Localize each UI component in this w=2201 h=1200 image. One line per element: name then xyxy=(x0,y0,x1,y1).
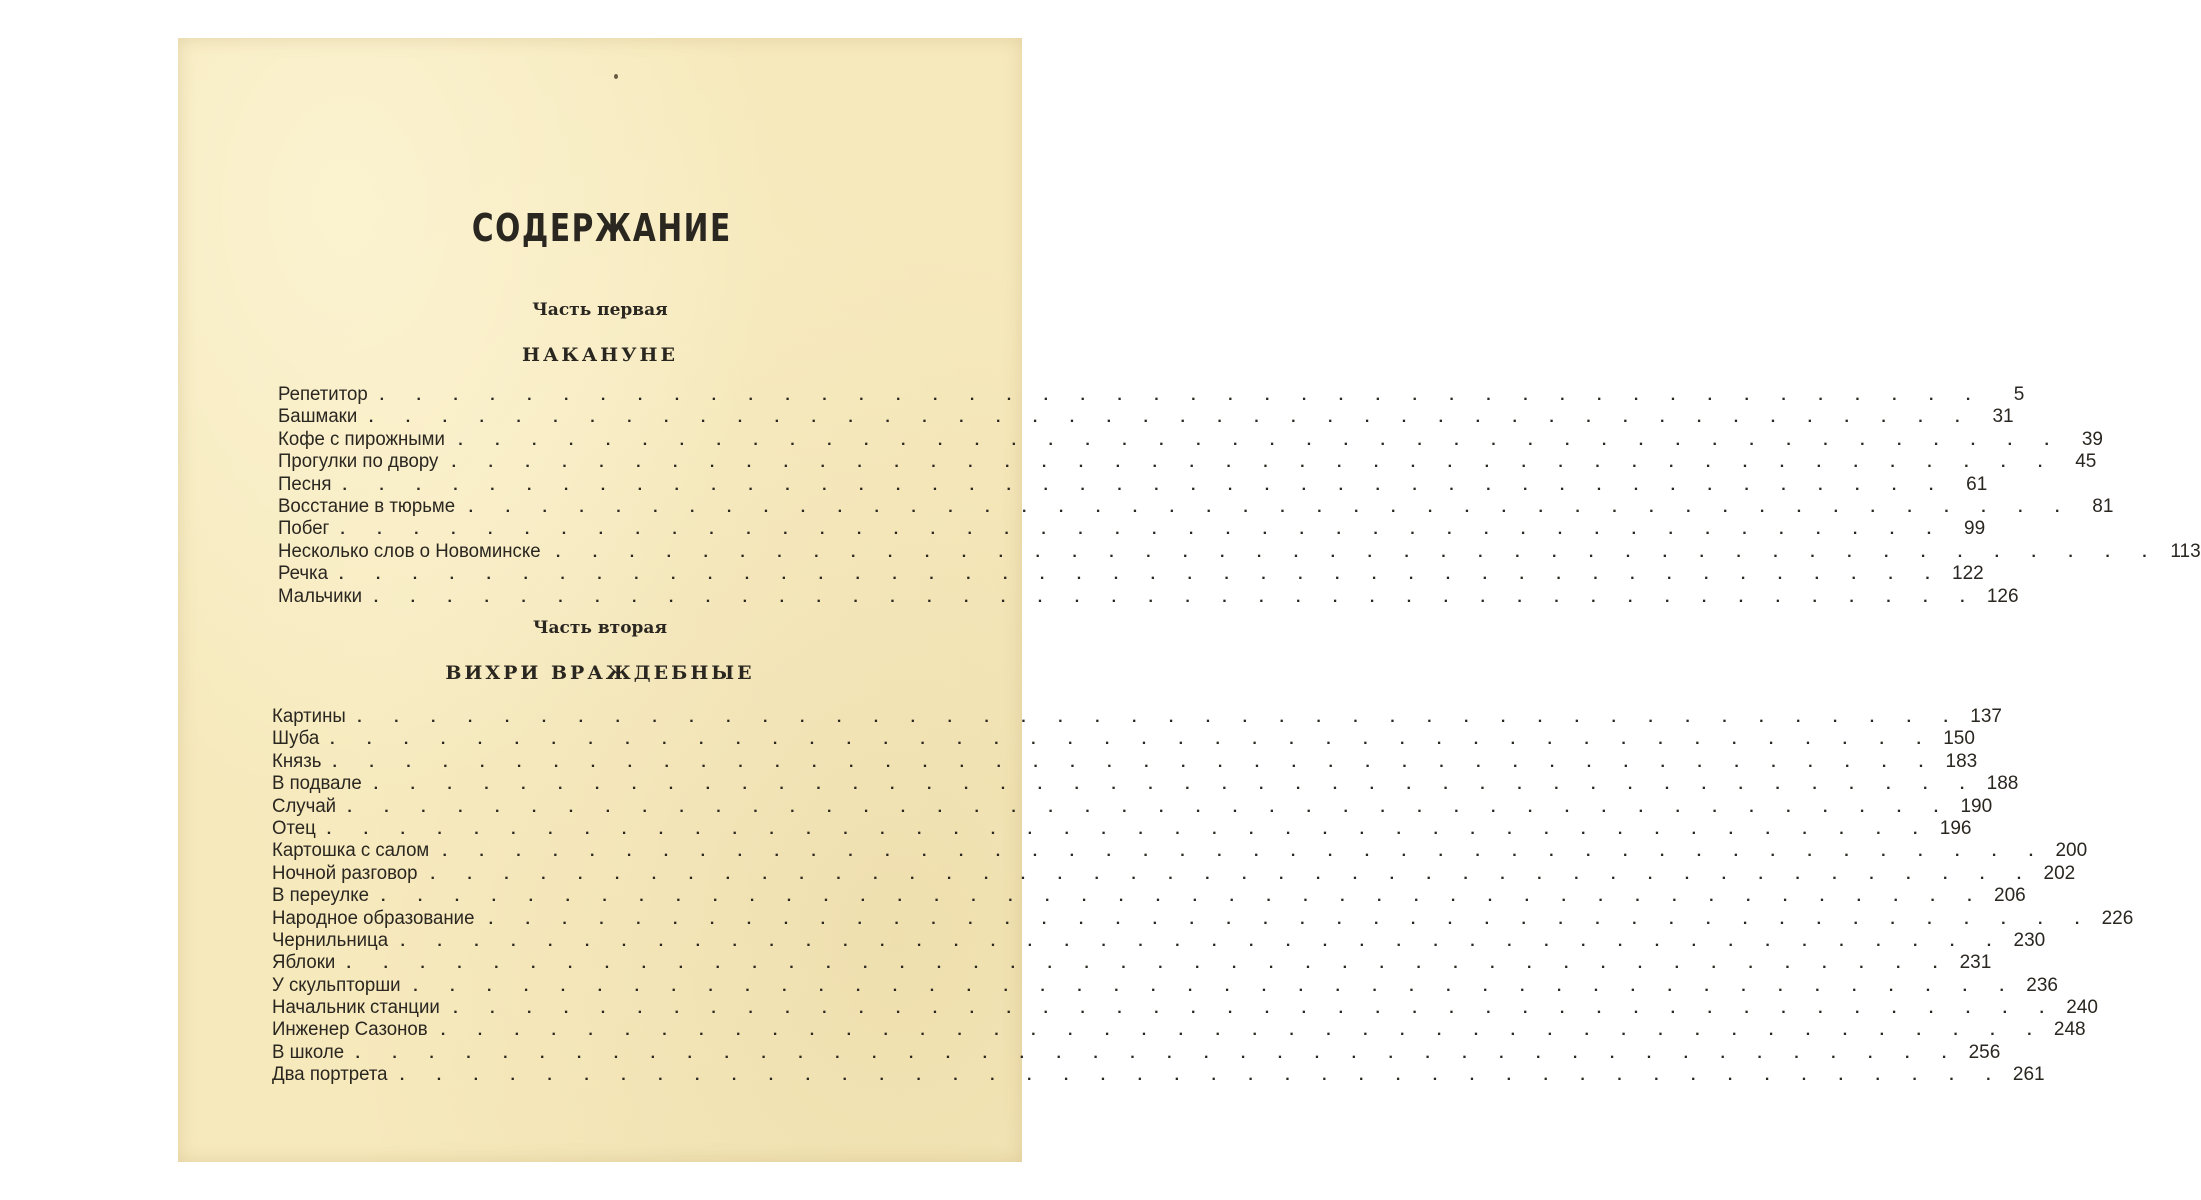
toc-entry-title: В школе xyxy=(272,1041,345,1063)
toc-entry-page: 122 xyxy=(1952,563,1984,585)
toc-entry-page: 45 xyxy=(2075,451,2097,473)
toc-entry-title: Побег xyxy=(278,518,330,540)
toc-entry: Несколько слов о Новоминске . . . . . . . . . . . . . . . . . . . . . . . . . . . . . . . . . . . . . . . . . . . . 113 xyxy=(278,540,2201,562)
toc-entry-title: У скульпторши xyxy=(272,974,401,996)
book-page xyxy=(178,38,2201,1162)
toc-entry-page: 202 xyxy=(2043,862,2076,884)
toc-entry: Отец . . . . . . . . . . . . . . . . . . . . . . . . . . . . . . . . . . . . . . . . . . . . 196 xyxy=(272,817,1972,839)
part-two-title: ВИХРИ ВРАЖДЕБНЫЕ xyxy=(445,662,755,684)
toc-entry: Побег . . . . . . . . . . . . . . . . . . . . . . . . . . . . . . . . . . . . . . . . . . . . 99 xyxy=(278,518,1986,540)
toc-entry-page: 248 xyxy=(2053,1019,2086,1041)
toc-entry-page: 99 xyxy=(1964,518,1986,540)
toc-entry: В переулке . . . . . . . . . . . . . . . . . . . . . . . . . . . . . . . . . . . . . . . . . . . . 206 xyxy=(272,885,2026,907)
toc-entry: Репетитор . . . . . . . . . . . . . . . . . . . . . . . . . . . . . . . . . . . . . . . . . . . . 5 xyxy=(278,384,2025,405)
toc-entry-page: 150 xyxy=(1943,728,1975,750)
toc-entry-page: 31 xyxy=(1992,406,2014,428)
toc-entry-page: 188 xyxy=(1986,773,2019,795)
toc-entry-title: Речка xyxy=(278,563,328,585)
toc-entry-page: 183 xyxy=(1945,750,1978,772)
toc-entry: Инженер Сазонов . . . . . . . . . . . . . . . . . . . . . . . . . . . . . . . . . . . . . . . . . . . . 248 xyxy=(272,1019,2086,1041)
toc-entry: Народное образование . . . . . . . . . . . . . . . . . . . . . . . . . . . . . . . . . . . . . . . . . . . . 226 xyxy=(272,907,2134,929)
toc-part-one xyxy=(278,384,2201,608)
toc-entry: Песня . . . . . . . . . . . . . . . . . . . . . . . . . . . . . . . . . . . . . . . . . . . . 61 xyxy=(278,473,1988,495)
toc-entry-page: 39 xyxy=(2081,428,2103,450)
toc-entry-title: В подвале xyxy=(272,773,362,795)
toc-entry-title: Народное образование xyxy=(272,907,475,929)
toc-entry: Князь . . . . . . . . . . . . . . . . . . . . . . . . . . . . . . . . . . . . . . . . . . . . 183 xyxy=(272,750,1978,772)
toc-entry-page: 236 xyxy=(2026,974,2058,996)
toc-entry-title: Инженер Сазонов xyxy=(272,1019,428,1041)
toc-entry-title: Несколько слов о Новоминске xyxy=(278,540,541,562)
toc-entry-page: 256 xyxy=(1968,1041,2001,1063)
part-one-label: Часть первая xyxy=(532,300,668,320)
toc-entry-title: Картины xyxy=(272,706,346,727)
toc-entry-page: 230 xyxy=(2013,929,2046,951)
toc-entry-page: 5 xyxy=(2013,384,2025,405)
toc-entry: Яблоки . . . . . . . . . . . . . . . . . . . . . . . . . . . . . . . . . . . . . . . . . . . . 231 xyxy=(272,952,1992,974)
toc-entry-page: 231 xyxy=(1959,952,1992,974)
toc-entry-title: Случай xyxy=(272,795,337,817)
toc-entry-page: 190 xyxy=(1960,795,1993,817)
toc-entry-title: Башмаки xyxy=(278,406,358,428)
toc-entry-page: 206 xyxy=(1994,885,2026,907)
toc-entry: Речка . . . . . . . . . . . . . . . . . . . . . . . . . . . . . . . . . . . . . . . . . . . . 122 xyxy=(278,563,1984,585)
toc-entry-page: 240 xyxy=(2066,997,2098,1019)
toc-entry-title: В переулке xyxy=(272,885,370,907)
part-one-title: НАКАНУНЕ xyxy=(522,344,678,366)
toc-entry-title: Репетитор xyxy=(278,384,368,405)
toc-entry: Прогулки по двору . . . . . . . . . . . . . . . . . . . . . . . . . . . . . . . . . . . . . . . . . . . . 45 xyxy=(278,451,2097,473)
toc-entry: Чернильница . . . . . . . . . . . . . . . . . . . . . . . . . . . . . . . . . . . . . . . . . . . . 230 xyxy=(272,929,2046,951)
ink-speck xyxy=(614,74,618,79)
toc-entry-title: Князь xyxy=(272,750,322,772)
page-title: СОДЕРЖАНИЕ xyxy=(471,206,732,250)
toc-entry-title: Отец xyxy=(272,817,316,839)
toc-entry-title: Картошка с салом xyxy=(272,840,430,862)
toc-entry: Два портрета . . . . . . . . . . . . . . . . . . . . . . . . . . . . . . . . . . . . . . . . . . . . 261 xyxy=(272,1064,2045,1086)
toc-entry-page: 126 xyxy=(1986,585,2019,607)
toc-entry-page: 61 xyxy=(1966,473,1988,495)
toc-entry-page: 196 xyxy=(1939,817,1972,839)
toc-entry: Картошка с салом . . . . . . . . . . . . . . . . . . . . . . . . . . . . . . . . . . . . . . . . . . . . 200 xyxy=(272,840,2088,862)
toc-entry: Картины . . . . . . . . . . . . . . . . . . . . . . . . . . . . . . . . . . . . . . . . . . . . 137 xyxy=(272,706,2002,727)
toc-entry: Ночной разговор . . . . . . . . . . . . . . . . . . . . . . . . . . . . . . . . . . . . . . . . . . . . 202 xyxy=(272,862,2076,884)
toc-entry-title: Шуба xyxy=(272,728,320,750)
toc-entry: У скульпторши . . . . . . . . . . . . . . . . . . . . . . . . . . . . . . . . . . . . . . . . . . . . 236 xyxy=(272,974,2058,996)
toc-entry: Начальник станции . . . . . . . . . . . . . . . . . . . . . . . . . . . . . . . . . . . . . . . . . . . . 240 xyxy=(272,997,2098,1019)
toc-entry-title: Мальчики xyxy=(278,585,363,607)
toc-entry-title: Прогулки по двору xyxy=(278,451,439,473)
toc-entry-title: Кофе с пирожными xyxy=(278,428,445,450)
toc-entry: Башмаки . . . . . . . . . . . . . . . . . . . . . . . . . . . . . . . . . . . . . . . . . . . . 31 xyxy=(278,406,2014,428)
toc-entry: В подвале . . . . . . . . . . . . . . . . . . . . . . . . . . . . . . . . . . . . . . . . . . . . 188 xyxy=(272,773,2019,795)
toc-part-two xyxy=(272,706,2134,1087)
toc-entry: Случай . . . . . . . . . . . . . . . . . . . . . . . . . . . . . . . . . . . . . . . . . . . . 190 xyxy=(272,795,1993,817)
toc-entry-title: Два портрета xyxy=(272,1064,388,1086)
toc-entry-page: 261 xyxy=(2012,1064,2045,1086)
toc-entry: Мальчики . . . . . . . . . . . . . . . . . . . . . . . . . . . . . . . . . . . . . . . . . . . . 126 xyxy=(278,585,2019,607)
toc-entry-page: 200 xyxy=(2055,840,2088,862)
toc-entry-page: 226 xyxy=(2101,907,2134,929)
toc-entry-page: 137 xyxy=(1970,706,2002,727)
toc-entry-page: 81 xyxy=(2092,495,2114,517)
toc-entry-title: Чернильница xyxy=(272,929,389,951)
toc-entry-title: Восстание в тюрьме xyxy=(278,495,456,517)
toc-entry-title: Начальник станции xyxy=(272,997,440,1019)
toc-entry-page: 113 xyxy=(2170,540,2201,562)
toc-entry: Кофе с пирожными . . . . . . . . . . . . . . . . . . . . . . . . . . . . . . . . . . . . . . . . . . . . 39 xyxy=(278,428,2103,450)
toc-entry-title: Ночной разговор xyxy=(272,862,418,884)
toc-entry-title: Песня xyxy=(278,473,332,495)
toc-entry: Восстание в тюрьме . . . . . . . . . . . . . . . . . . . . . . . . . . . . . . . . . . . . . . . . . . . . 81 xyxy=(278,495,2114,517)
toc-entry: В школе . . . . . . . . . . . . . . . . . . . . . . . . . . . . . . . . . . . . . . . . . . . . 256 xyxy=(272,1041,2001,1063)
toc-entry-title: Яблоки xyxy=(272,952,336,974)
toc-entry: Шуба . . . . . . . . . . . . . . . . . . . . . . . . . . . . . . . . . . . . . . . . . . . . 150 xyxy=(272,728,1975,750)
part-two-label: Часть вторая xyxy=(532,618,668,638)
